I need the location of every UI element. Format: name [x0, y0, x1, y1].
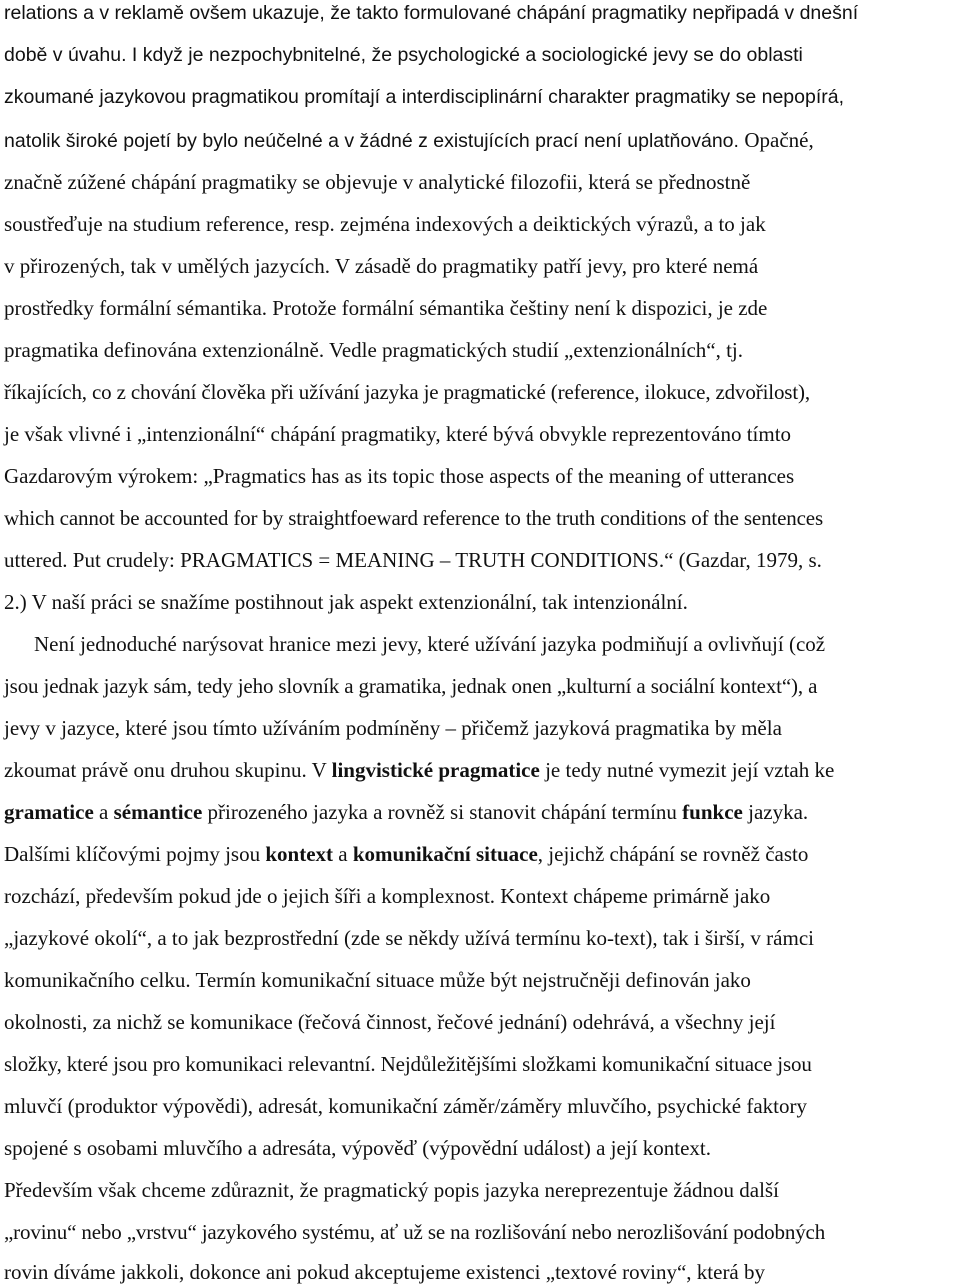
- bold-term: kontext: [265, 842, 334, 866]
- text-segment: , jejichž chápání se rovněž často: [537, 842, 809, 866]
- text-line: Především však chceme zdůraznit, že pragmatický popis jazyka nereprezentuje žádnou další: [4, 1178, 779, 1202]
- text-segment: je tedy nutné vymezit její vztah ke: [545, 758, 835, 782]
- text-segment: V zásadě do pragmatiky patří jevy, pro které nemá: [334, 254, 759, 278]
- text-segment: Protože formální sémantika češtiny není k dispozici, je zde: [272, 296, 768, 320]
- text-line: době v úvahu. I když je nezpochybnitelné, že psychologické a sociologické jevy se do oblasti: [4, 44, 803, 66]
- text-line: složky, které jsou pro komunikaci relevantní. Nejdůležitějšími složkami komunikační situace jsou: [4, 1052, 812, 1076]
- text-segment: a: [99, 800, 109, 824]
- bold-term: komunikační situace: [352, 842, 538, 866]
- text-line: jsou jednak jazyk sám, tedy jeho slovník a gramatika, jednak onen „kulturní a sociální kontext“), a: [4, 674, 818, 698]
- text-line: říkajících, co z chování člověka při užívání jazyka je pragmatické (reference, ilokuce, zdvořilost),: [4, 380, 810, 404]
- text-line: spojené s osobami mluvčího a adresáta, výpověď (výpovědní událost) a její kontext.: [4, 1136, 711, 1160]
- text-segment: zejména indexových a deiktických výrazů, a to jak: [340, 212, 766, 236]
- text-line: zkoumat právě onu druhou skupinu. V lingvistické pragmatice je tedy nutné vymezit její vztah ke: [4, 758, 835, 782]
- text-line: natolik široké pojetí by bylo neúčelné a v žádné z existujících prací není uplatňováno. Opačné,: [4, 128, 814, 152]
- text-line: uttered. Put crudely: PRAGMATICS = MEANING – TRUTH CONDITIONS.“ (Gazdar, 1979, s.: [4, 548, 822, 572]
- text-line: Gazdarovým výrokem: „Pragmatics has as its topic those aspects of the meaning of utterances: [4, 464, 795, 488]
- text-line: okolnosti, za nichž se komunikace (řečová činnost, řečové jednání) odehrává, a všechny její: [4, 1010, 776, 1034]
- text-line: rozchází, především pokud jde o jejich šíři a komplexnost. Kontext chápeme primárně jako: [4, 884, 771, 908]
- text-line: mluvčí (produktor výpovědi), adresát, komunikační záměr/záměry mluvčího, psychické faktory: [4, 1094, 807, 1118]
- text-segment: přirozeného jazyka a rovněž si stanovit chápání termínu: [207, 800, 677, 824]
- text-segment: Opačné,: [744, 128, 814, 152]
- text-line: komunikačního celku. Termín komunikační situace může být nejstručněji definován jako: [4, 968, 751, 992]
- text-line: zkoumané jazykovou pragmatikou promítají a interdisciplinární charakter pragmatiky se nepopírá,: [4, 86, 844, 108]
- paragraph-first-line: Není jednoduché narýsovat hranice mezi jevy, které užívání jazyka podmiňují a ovlivňují (což: [34, 632, 826, 656]
- bold-term: sémantice: [113, 800, 203, 824]
- text-segment: a: [338, 842, 348, 866]
- text-line: [4, 802, 808, 823]
- bold-term: lingvistické pragmatice: [331, 758, 540, 782]
- text-line: relations a v reklamě ovšem ukazuje, že takto formulované chápání pragmatiky nepřipadá v dnešní: [4, 2, 859, 24]
- bold-term: funkce: [682, 800, 743, 824]
- text-line: Dalšími klíčovými pojmy jsou kontext a komunikační situace, jejichž chápání se rovněž často: [4, 842, 809, 866]
- text-line: „jazykové okolí“, a to jak bezprostřední (zde se někdy užívá termínu ko-text), tak i širší, v rámci: [4, 926, 814, 950]
- text-line: 2.) V naší práci se snažíme postihnout jak aspekt extenzionální, tak intenzionální.: [4, 590, 688, 614]
- bold-term: gramatice: [4, 800, 94, 824]
- text-segment: Vedle pragmatických studií „extenzionálních“, tj.: [328, 338, 744, 362]
- text-line: je však vlivné i „intenzionální“ chápání pragmatiky, které bývá obvykle reprezentováno tímto: [4, 422, 792, 446]
- text-line: which cannot be accounted for by straightfoeward reference to the truth conditions of the sentences: [4, 506, 823, 530]
- text-segment: jazyka.: [748, 800, 809, 824]
- text-line: pragmatika definována extenzionálně. Vedle pragmatických studií „extenzionálních“, tj.: [4, 338, 744, 362]
- text-line: jevy v jazyce, které jsou tímto užíváním podmíněny – přičemž jazyková pragmatika by měla: [4, 716, 782, 740]
- text-line: značně zúžené chápání pragmatiky se objevuje v analytické filozofii, která se přednostně: [4, 170, 751, 194]
- text-line: soustřeďuje na studium reference, resp. zejména indexových a deiktických výrazů, a to jak: [4, 212, 766, 236]
- text-line: v přirozených, tak v umělých jazycích. V zásadě do pragmatiky patří jevy, pro které nemá: [4, 254, 759, 278]
- text-line: rovin díváme jakkoli, dokonce ani pokud akceptujeme existenci „textové roviny“, která by: [4, 1260, 766, 1284]
- text-line: prostředky formální sémantika. Protože formální sémantika češtiny není k dispozici, je zde: [4, 296, 768, 320]
- text-line: „rovinu“ nebo „vrstvu“ jazykového systému, ať už se na rozlišování nebo nerozlišování podobných: [4, 1220, 826, 1244]
